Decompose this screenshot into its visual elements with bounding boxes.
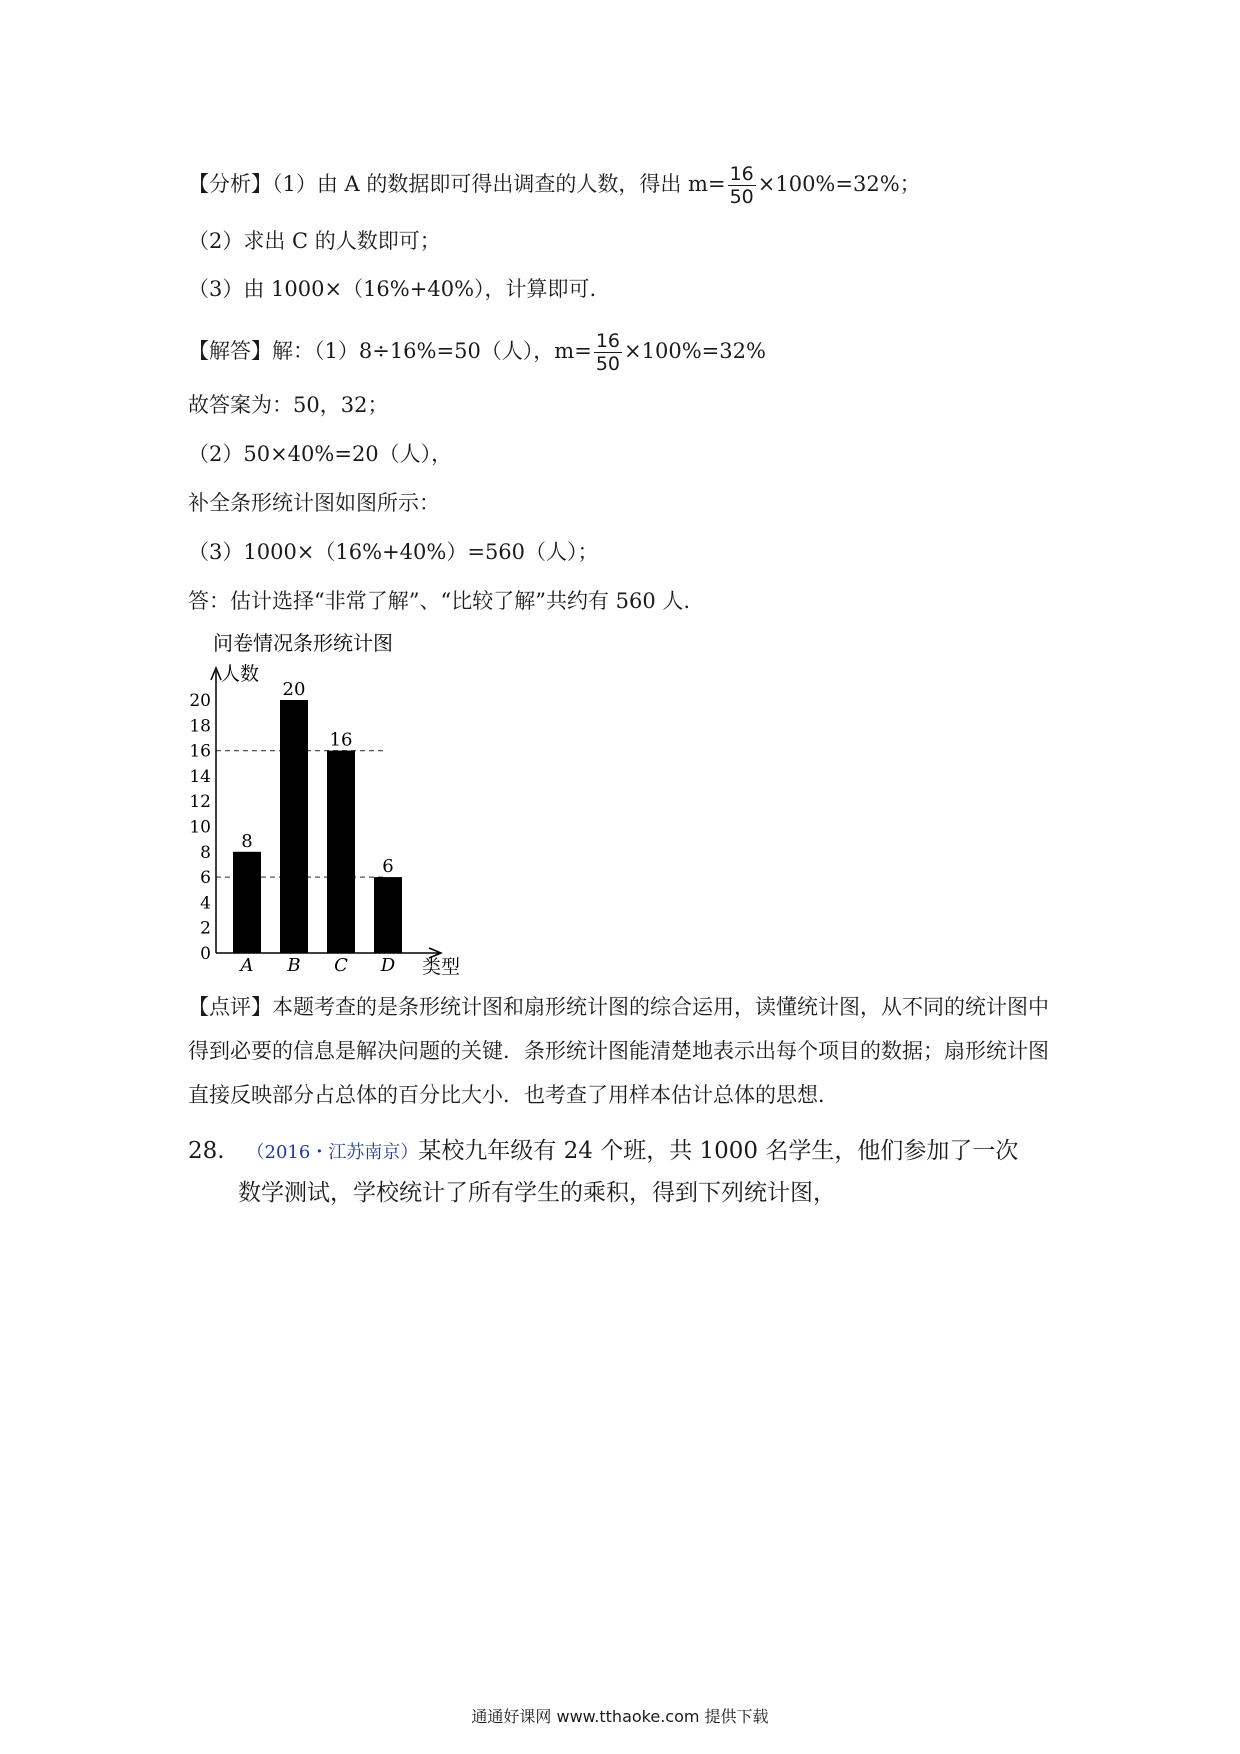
question-text-line-1: 某校九年级有 24 个班，共 1000 名学生，他们参加了一次 — [418, 1138, 1019, 1164]
question-text-line-2: 数学测试，学校统计了所有学生的乘积，得到下列统计图， — [238, 1180, 836, 1206]
solution-line-3: （2）50×40%=20（人）， — [188, 442, 453, 466]
solution-line-5: （3）1000×（16%+40%）=560（人）； — [188, 540, 599, 564]
question-source-tag: （2016・江苏南京） — [246, 1142, 419, 1163]
x-tick-label: C — [334, 955, 348, 976]
bar-D — [374, 877, 402, 953]
fraction-denominator: 50 — [595, 353, 621, 375]
y-tick-label: 18 — [189, 716, 211, 737]
y-tick-label: 16 — [189, 741, 211, 762]
y-tick-label: 10 — [189, 817, 211, 838]
x-tick-label: D — [380, 955, 396, 976]
y-tick-label: 0 — [200, 944, 211, 964]
x-tick-label: B — [287, 955, 301, 976]
solution-line-6: 答：估计选择“非常了解”、“比较了解”共约有 560 人. — [188, 589, 691, 613]
analysis-suffix: ×100%=32%； — [757, 172, 921, 196]
footer-text: 通通好课网 www.tthaoke.com 提供下载 — [471, 1707, 769, 1726]
fraction — [594, 330, 622, 375]
x-tick-labels — [239, 955, 396, 976]
analysis-line-1 — [188, 163, 921, 208]
bar-B — [280, 700, 308, 953]
x-axis-label: 类型 — [422, 956, 461, 978]
y-tick-label: 20 — [189, 691, 211, 711]
data-label: 16 — [329, 729, 353, 751]
solution-line-1 — [188, 330, 766, 375]
bar-chart — [185, 628, 495, 978]
x-tick-label: A — [240, 955, 254, 976]
solution-line-2: 故答案为：50，32； — [188, 393, 389, 417]
y-tick-label: 14 — [189, 766, 211, 787]
y-tick-label: 4 — [200, 893, 211, 914]
y-tick-label: 12 — [189, 792, 211, 813]
data-label: 8 — [241, 830, 253, 852]
analysis-prefix: 【分析】（1）由 A 的数据即可得出调查的人数，得出 m= — [188, 172, 726, 196]
comment-paragraph: 【点评】本题考查的是条形统计图和扇形统计图的综合运用，读懂统计图，从不同的统计图中得到必要的信息是解决问题的关键．条形统计图能清楚地表示出每个项目的数据；扇形统计图直接反映部分占总体的百分比大小．也考查了用样本估计总体的思想． — [188, 995, 1049, 1107]
question-number: 28. — [188, 1138, 225, 1164]
solution-suffix: ×100%=32% — [624, 339, 766, 363]
data-labels — [241, 679, 393, 877]
y-axis-label: 人数 — [221, 663, 260, 685]
fraction-numerator: 16 — [729, 163, 754, 185]
data-label: 20 — [282, 679, 306, 700]
y-tick-label: 8 — [200, 842, 211, 863]
fraction-numerator: 16 — [595, 330, 621, 352]
bar-C — [327, 751, 355, 953]
y-tick-label: 6 — [200, 868, 211, 889]
y-tick-labels — [189, 691, 211, 964]
chart-title: 问卷情况条形统计图 — [213, 631, 393, 655]
fraction — [728, 163, 756, 208]
bar-A — [233, 852, 261, 953]
analysis-line-2: （2）求出 C 的人数即可； — [188, 229, 441, 253]
solution-line-4: 补全条形统计图如图所示： — [188, 491, 440, 515]
solution-prefix: 【解答】解：（1）8÷16%=50（人），m= — [188, 339, 592, 363]
analysis-line-3: （3）由 1000×（16%+40%），计算即可. — [188, 277, 597, 301]
question-28 — [188, 1131, 1068, 1213]
chart-bars — [233, 700, 402, 953]
fraction-denominator: 50 — [729, 186, 754, 208]
data-label: 6 — [382, 856, 394, 878]
y-tick-label: 2 — [200, 918, 211, 939]
